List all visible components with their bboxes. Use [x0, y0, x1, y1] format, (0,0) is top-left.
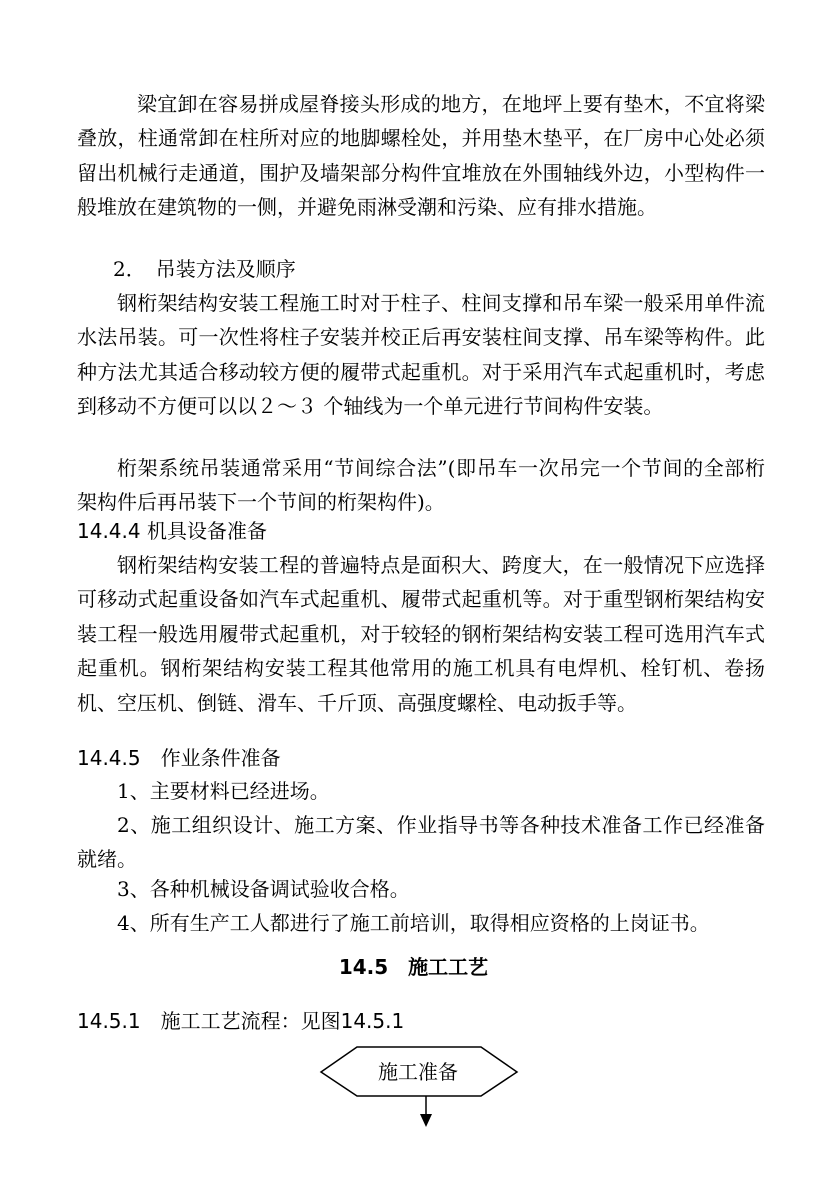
arrow-down-icon	[420, 1114, 432, 1127]
paragraph-truss-hoisting: 桁架系统吊装通常采用“节间综合法”(即吊车一次吊完一个节间的全部桁架构件后再吊装下一个节间的桁架构件)。	[77, 456, 765, 515]
paragraph-hoisting-sequence: 钢桁架结构安装工程施工时对于柱子、柱间支撑和吊车梁一般采用单件流水法吊装。可一次性将柱子安装并校正后再安装柱间支撑、吊车梁等构件。此种方法尤其适合移动较方便的履带式起重机。对于采用汽车式起重机时，考虑到移动不方便可以以２～３ 个轴线为一个单元进行节间构件安装。	[77, 291, 765, 419]
list-item-technical-preparation: 2、施工组织设计、施工方案、作业指导书等各种技术准备工作已经准备就绪。	[77, 813, 765, 872]
flowchart-start-label: 施工准备	[378, 1060, 458, 1084]
list-item-hoisting-method: 2． 吊装方法及顺序	[113, 257, 296, 281]
list-item-worker-training: 4、所有生产工人都进行了施工前培训，取得相应资格的上岗证书。	[117, 911, 710, 935]
heading-work-conditions: 14.4.5 作业条件准备	[77, 746, 281, 770]
heading-equipment-preparation: 14.4.4 机具设备准备	[77, 519, 267, 543]
subsection-title: 14.5.1 施工工艺流程：见图14.5.1	[77, 1009, 405, 1033]
paragraph-beam-storage: 梁宜卸在容易拼成屋脊接头形成的地方，在地坪上要有垫木，不宜将梁叠放，柱通常卸在柱所对应的地脚螺栓处，并用垫木垫平，在厂房中心处必须留出机械行走通道，围护及墙架部分构件宜堆放在外围轴线外边，小型构件一般堆放在建筑物的一侧，并避免雨淋受潮和污染、应有排水措施。	[77, 92, 765, 220]
list-item-materials: 1、主要材料已经进场。	[117, 779, 330, 803]
section-title: 14.5 施工工艺	[338, 955, 489, 979]
paragraph-equipment: 钢桁架结构安装工程的普遍特点是面积大、跨度大，在一般情况下应选择可移动式起重设备如汽车式起重机、履带式起重机等。对于重型钢桁架结构安装工程一般选用履带式起重机，对于较轻的钢桁架结构安装工程可选用汽车式起重机。钢桁架结构安装工程其他常用的施工机具有电焊机、栓钉机、卷扬机、空压机、倒链、滑车、千斤顶、高强度螺栓、电动扳手等。	[77, 553, 765, 715]
list-item-equipment-acceptance: 3、各种机械设备调试验收合格。	[117, 877, 410, 901]
